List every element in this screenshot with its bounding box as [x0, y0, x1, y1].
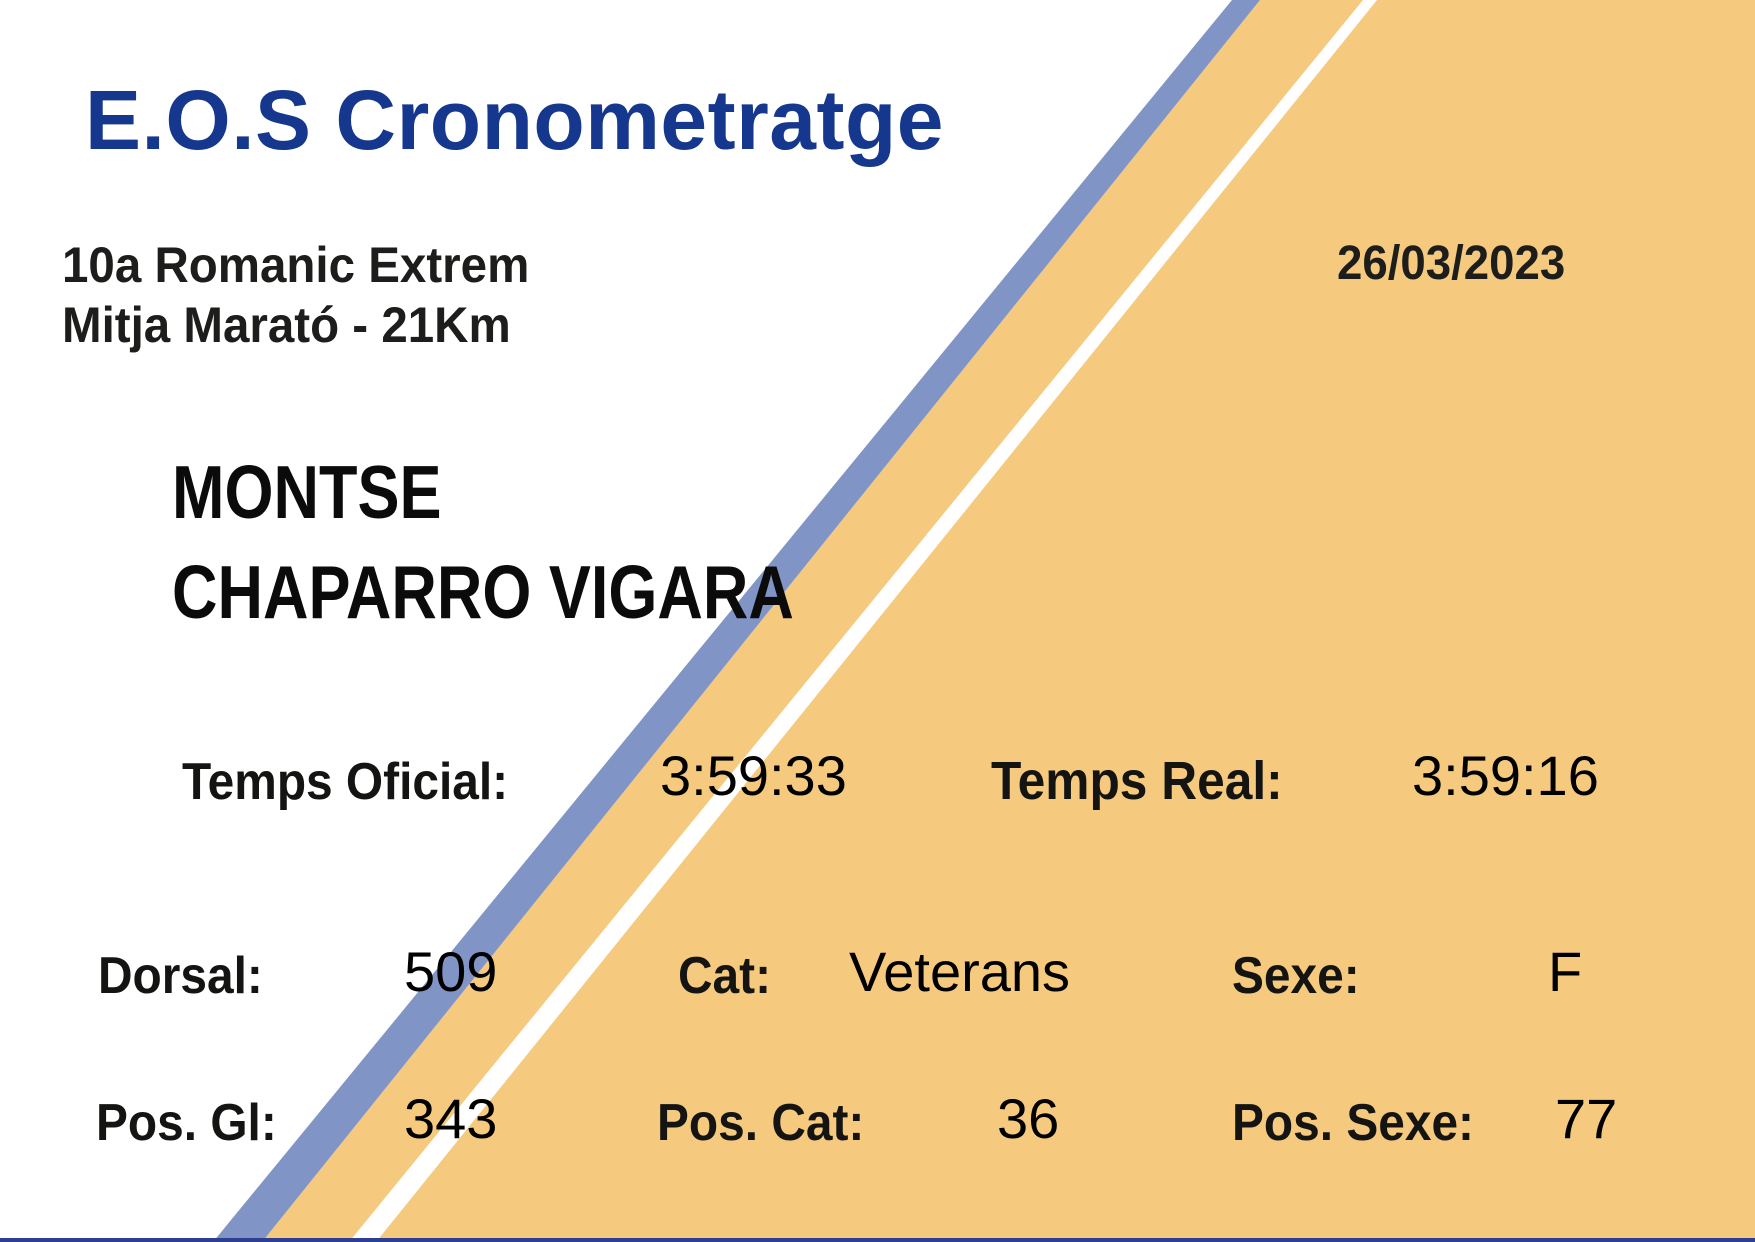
sexe-label: Sexe:: [1232, 947, 1360, 1005]
temps-real-value: 3:59:16: [1412, 744, 1599, 807]
dorsal-value: 509: [404, 940, 498, 1003]
runner-first-name: MONTSE: [172, 450, 442, 534]
pos-gl-value: 343: [404, 1087, 498, 1150]
cat-value: Veterans: [849, 940, 1071, 1003]
pos-sexe-value: 77: [1555, 1087, 1618, 1150]
cat-label: Cat:: [678, 947, 772, 1005]
runner-last-name: CHAPARRO VIGARA: [172, 550, 794, 634]
event-name-line2: Mitja Marató - 21Km: [62, 297, 511, 353]
event-date: 26/03/2023: [1337, 237, 1566, 290]
brand-title: E.O.S Cronometratge: [85, 73, 944, 167]
pos-gl-label: Pos. Gl:: [96, 1094, 277, 1152]
event-name-line1: 10a Romanic Extrem: [62, 237, 530, 293]
pos-cat-value: 36: [997, 1087, 1060, 1150]
temps-real-label: Temps Real:: [991, 751, 1283, 811]
temps-oficial-label: Temps Oficial:: [182, 753, 509, 811]
pos-sexe-label: Pos. Sexe:: [1232, 1094, 1474, 1152]
pos-cat-label: Pos. Cat:: [657, 1094, 865, 1152]
bottom-border-bar: [0, 1238, 1755, 1242]
temps-oficial-value: 3:59:33: [660, 744, 847, 807]
sexe-value: F: [1548, 940, 1583, 1003]
dorsal-label: Dorsal:: [98, 947, 263, 1005]
